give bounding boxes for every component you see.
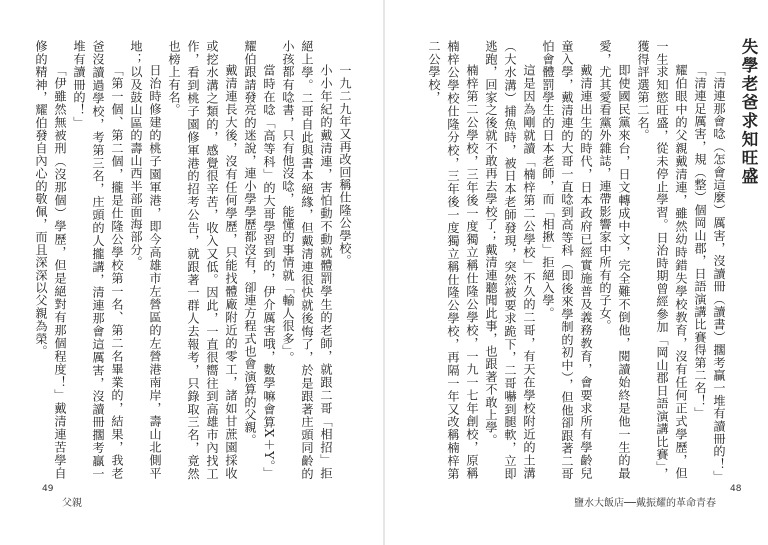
right-page	[384, 0, 768, 545]
paragraph: 「第一個、第二個，攏是仕隆公學校第一名、第二名畢業的，結果，我老爸沒讀過學校，考第三名，庄頭的人攏講，清連那會這厲害，沒讀冊擱考贏一堆有讀冊的！」	[72, 40, 124, 480]
running-head: 鹽水大飯店──戴振耀的革命青春	[574, 498, 717, 509]
paragraph: 小小年紀的戴清連，害怕動不動就體罰學生的老師，就跟二哥「相招」拒絕上學。二哥自此與書本絕緣，但戴清連很快就後悔了，於是跟著庄頭同齡的小孩都有唸書，只有他沒唸，能懂的事情就「輸人很多」。	[281, 40, 333, 480]
paragraph: 當時在唸「高等科」的大哥學習到的，伊介厲害哦，數學嘛會算X＋Y。」耀伯跟請發亮的迷說，連小學學歷都沒有，卻連方程式也會演算的父親。	[243, 40, 276, 480]
paragraph: 即使國民黨來台，日文轉成中文，完全難不倒他，閱讀始終是他一生的最愛，尤其愛看黨外雜誌，連帶影響家中所有的子女。	[598, 40, 631, 480]
chapter-title: 失學老爸求知旺盛	[739, 38, 758, 186]
running-head: 父親	[62, 498, 82, 509]
page-number: 49	[42, 484, 54, 494]
right-page-text	[408, 40, 728, 484]
paragraph: 日治時修建的桃子園軍港，即今高雄市左營區的左營港南岸，壽山北側平地；以及鼓山區的壽山西半部面海部分。	[129, 40, 162, 480]
paragraph: 「伊雖然無被刑（沒那個）學歷，但是絕對有那個程度！」戴清連苦學自修的精神，耀伯發自內心的敬佩，而且深深以父親為榮。	[34, 40, 67, 480]
paragraph: 一九二九年又再改回稱仕隆公學校。	[338, 64, 352, 268]
left-page-text	[34, 40, 354, 480]
paragraph: 戴清連出生的時代，日本政府已經實施普及義務教育，會要求所有學齡兒童入學，戴清連的大哥一直唸到高等科（即後來學制的初中），但他卻跟著二哥怕會體罰學生的日本老師，而「相揪」拒絕入學。	[541, 40, 593, 480]
paragraph: 這是因為剛就讀「楠梓第二公學校」不久的二哥，有天在學校附近的土溝（大水溝）捕魚時，被日本老師發現，突然被要求跪下，二哥嚇到腿軟，立即逃跑，回家之後就不敢再去學校了；戴清連聽聞此事，也跟著不敢上學。	[484, 40, 536, 480]
paragraph: 「清連那會唸（怎會這麼）厲害，沒讀冊（讀書）擱考贏一堆有讀冊的！」	[712, 64, 726, 484]
paragraph: 楠梓第二公學校，三年後一度獨立稱仕隆公學校，一九一七年創校，原稱楠梓公學校仕隆分校，三年後一度獨立稱仕隆公學校，再隔一年又改稱楠梓第二公學校，	[427, 40, 479, 480]
paragraph: 「清連足厲害，規（整）個岡山郡，日語演講比賽得第二名！」	[693, 64, 707, 420]
page-number: 48	[730, 484, 742, 494]
paragraph: 戴清連長大後，沒有任何學歷，只能找體廠附近的零工，諸如甘蔗園採收或挖水溝之類的，感覺很辛苦，收入又低。因此，一直很嚮往到高雄市內找工作，看到桃子園修軍港的招考公告，就跟著一群人去報考，只錄取三名，竟然也榜上有名。	[167, 40, 238, 480]
paragraph: 耀伯眼中的父親戴清連，雖然幼時錯失學校教育，沒有任何正式學歷，但一生求知慾旺盛，從未停止學習。日治時期曾經參加「岡山郡日語演講比賽」，獲得評選第二名。	[636, 40, 688, 480]
